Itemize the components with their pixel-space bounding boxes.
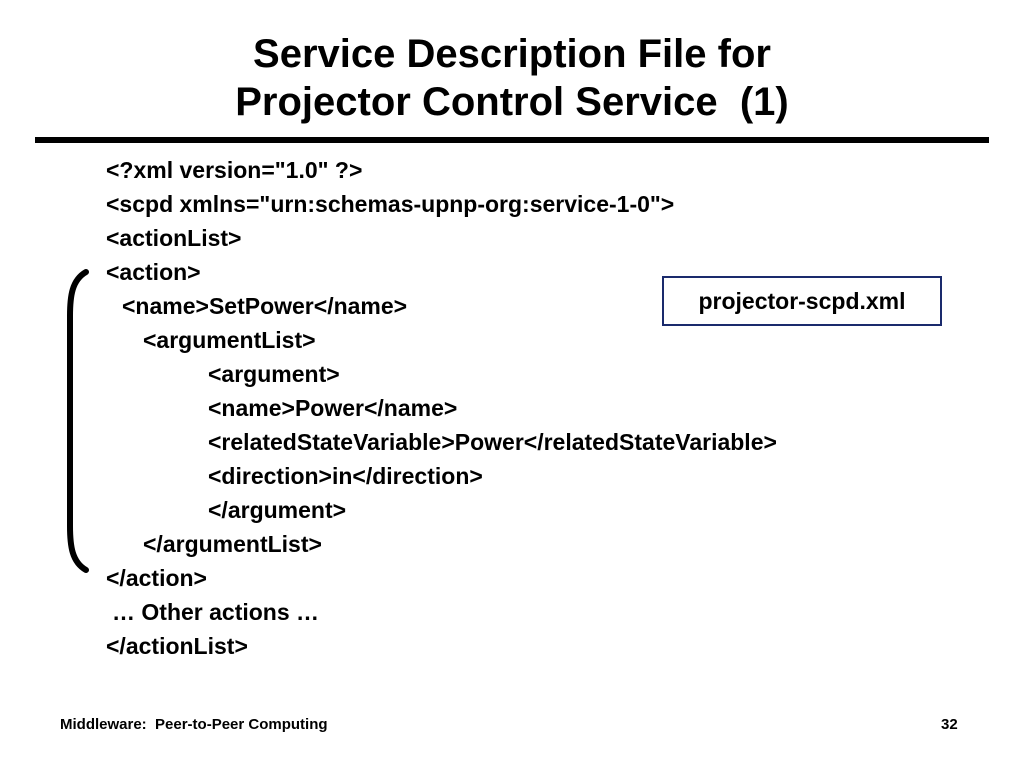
filename-callout (662, 276, 942, 326)
code-line: <argumentList> (143, 327, 316, 353)
code-line: <actionList> (106, 225, 242, 251)
code-line: </argumentList> (143, 531, 322, 557)
code-line: <direction>in</direction> (208, 463, 483, 489)
code-line: <name>SetPower</name> (122, 293, 408, 319)
code-line: <?xml version="1.0" ?> (106, 157, 363, 183)
title-divider (35, 137, 989, 143)
code-line: <relatedStateVariable>Power</relatedStateVariable> (208, 429, 777, 455)
code-line: </action> (106, 565, 207, 591)
slide-title-line-1: Service Description File for (253, 32, 771, 76)
filename-label: projector-scpd.xml (698, 287, 906, 314)
code-line: <argument> (208, 361, 340, 387)
footer-course-title: Middleware: Peer-to-Peer Computing (60, 716, 328, 733)
code-line: <scpd xmlns="urn:schemas-upnp-org:service-1-0"> (106, 191, 675, 217)
code-line: <action> (106, 259, 201, 285)
code-line: </actionList> (106, 633, 248, 659)
code-line: </argument> (208, 497, 347, 523)
slide-title-line-2: Projector Control Service (1) (235, 80, 789, 124)
left-bracket-shape (64, 268, 104, 574)
slide-title (0, 30, 1024, 126)
page-number: 32 (941, 716, 958, 733)
code-line: … Other actions … (112, 599, 320, 625)
code-line: <name>Power</name> (208, 395, 458, 421)
